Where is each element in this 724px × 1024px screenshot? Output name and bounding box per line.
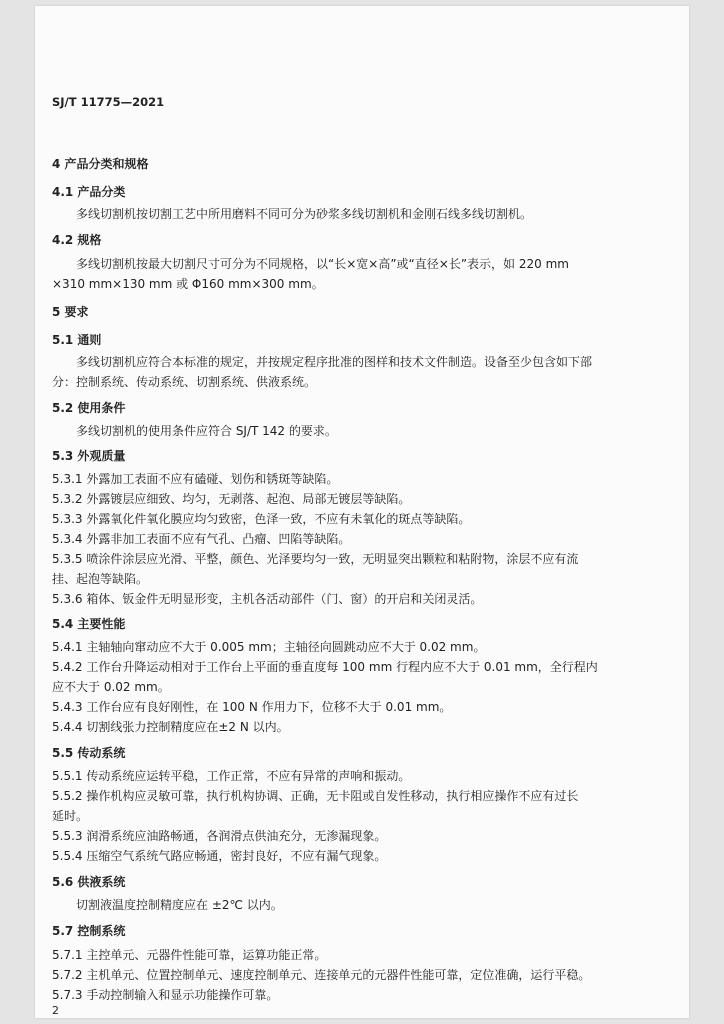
paragraph-line: 5.3.5 喷涂件涂层应光滑、平整，颜色、光泽要均匀一致，无明显突出颗粒和粘附物，涂层不应有流 bbox=[52, 552, 579, 566]
paragraph-line: 多线切割机应符合本标准的规定，并按规定程序批准的图样和技术文件制造。设备至少包含如下部 bbox=[76, 355, 593, 369]
paragraph-line: 挂、起泡等缺陷。 bbox=[52, 572, 149, 586]
section-heading: 4 产品分类和规格 bbox=[52, 157, 149, 171]
standard-number-header: SJ/T 11775—2021 bbox=[52, 95, 165, 109]
paragraph-line: 5.3.1 外露加工表面不应有磕碰、划伤和锈斑等缺陷。 bbox=[52, 472, 339, 486]
page-number: 2 bbox=[52, 1004, 59, 1017]
section-heading: 5.5 传动系统 bbox=[52, 746, 126, 760]
section-heading: 5.6 供液系统 bbox=[52, 875, 126, 889]
paragraph-line: 延时。 bbox=[52, 809, 89, 823]
paragraph-line: 5.7.2 主机单元、位置控制单元、速度控制单元、连接单元的元器件性能可靠，定位准确，运行平稳。 bbox=[52, 968, 591, 982]
paragraph-line: 5.3.2 外露镀层应细致、均匀，无剥落、起泡、局部无镀层等缺陷。 bbox=[52, 492, 411, 506]
paragraph-line: 5.7.1 主控单元、元器件性能可靠，运算功能正常。 bbox=[52, 948, 327, 962]
paragraph-line: 多线切割机的使用条件应符合 SJ/T 142 的要求。 bbox=[76, 424, 337, 438]
section-heading: 5.7 控制系统 bbox=[52, 924, 126, 938]
paragraph-line: 多线切割机按最大切割尺寸可分为不同规格，以“长×宽×高”或“直径×长”表示，如 220 mm bbox=[76, 257, 569, 271]
section-heading: 5.2 使用条件 bbox=[52, 401, 126, 415]
paragraph-line: 5.4.4 切割线张力控制精度应在±2 N 以内。 bbox=[52, 720, 289, 734]
paragraph-line: 切割液温度控制精度应在 ±2℃ 以内。 bbox=[76, 898, 283, 912]
paragraph-line: 分：控制系统、传动系统、切割系统、供液系统。 bbox=[52, 375, 317, 389]
paragraph-line: ×310 mm×130 mm 或 Φ160 mm×300 mm。 bbox=[52, 277, 324, 291]
paragraph-line: 应不大于 0.02 mm。 bbox=[52, 680, 170, 694]
paragraph-line: 5.3.3 外露氧化件氧化膜应均匀致密，色泽一致，不应有未氧化的斑点等缺陷。 bbox=[52, 512, 471, 526]
section-heading: 5 要求 bbox=[52, 305, 89, 319]
paragraph-line: 5.5.3 润滑系统应油路畅通，各润滑点供油充分，无渗漏现象。 bbox=[52, 829, 387, 843]
section-heading: 4.2 规格 bbox=[52, 233, 102, 247]
paragraph-line: 5.3.6 箱体、钣金件无明显形变，主机各活动部件（门、窗）的开启和关闭灵活。 bbox=[52, 592, 483, 606]
paragraph-line: 5.5.4 压缩空气系统气路应畅通，密封良好，不应有漏气现象。 bbox=[52, 849, 387, 863]
paragraph-line: 5.4.2 工作台升降运动相对于工作台上平面的垂直度每 100 mm 行程内应不大于 0.01 mm，全行程内 bbox=[52, 660, 598, 674]
section-heading: 4.1 产品分类 bbox=[52, 185, 126, 199]
paragraph-line: 5.7.3 手动控制输入和显示功能操作可靠。 bbox=[52, 988, 279, 1002]
section-heading: 5.4 主要性能 bbox=[52, 617, 126, 631]
section-heading: 5.1 通则 bbox=[52, 333, 102, 347]
section-heading: 5.3 外观质量 bbox=[52, 449, 126, 463]
paragraph-line: 5.3.4 外露非加工表面不应有气孔、凸瘤、凹陷等缺陷。 bbox=[52, 532, 351, 546]
paragraph-line: 多线切割机按切割工艺中所用磨料不同可分为砂浆多线切割机和金刚石线多线切割机。 bbox=[76, 207, 533, 221]
paragraph-line: 5.4.3 工作台应有良好刚性，在 100 N 作用力下，位移不大于 0.01 mm。 bbox=[52, 700, 452, 714]
paragraph-line: 5.5.1 传动系统应运转平稳，工作正常，不应有异常的声响和振动。 bbox=[52, 769, 411, 783]
paragraph-line: 5.4.1 主轴轴向窜动应不大于 0.005 mm；主轴径向圆跳动应不大于 0.02 mm。 bbox=[52, 640, 486, 654]
paragraph-line: 5.5.2 操作机构应灵敏可靠，执行机构协调、正确，无卡阻或自发性移动，执行相应操作不应有过长 bbox=[52, 789, 579, 803]
